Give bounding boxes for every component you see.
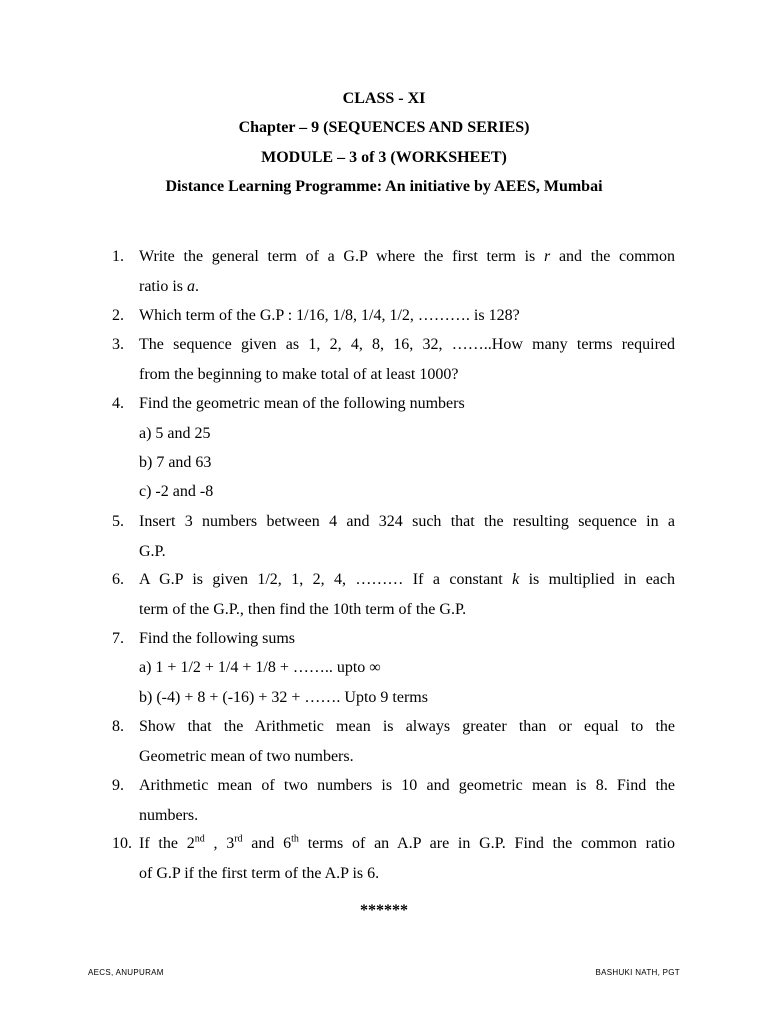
question-text: Find the following sums [139,630,296,647]
question-line: Geometric mean of two numbers. [139,747,354,765]
question-number: 5. [112,513,124,530]
question-4 [112,389,675,419]
class-heading: CLASS - XI [342,90,426,107]
sub-question-a: a) 1 + 1/2 + 1/4 + 1/8 + …….. upto ∞ [139,659,381,676]
module-heading: MODULE – 3 of 3 (WORKSHEET) [261,149,507,166]
question-line: Show that the Arithmetic mean is always greater than or equal to the [139,718,675,735]
question-line: Insert 3 numbers between 4 and 324 such that the resulting sequence in a [139,513,675,530]
footer-right: BASHUKI NATH, PGT [595,968,680,977]
question-7 [112,624,675,654]
question-number: 8. [112,718,124,735]
footer-left: AECS, ANUPURAM [88,968,164,977]
question-line: G.P. [139,542,166,560]
question-number: 2. [112,307,124,324]
question-line: ratio is a. [139,277,199,295]
question-text: Find the geometric mean of the following numbers [139,395,465,412]
question-3 [112,330,675,389]
question-number: 7. [112,630,124,647]
question-line: The sequence given as 1, 2, 4, 8, 16, 32, ……..How many terms required [139,336,675,353]
question-line: Write the general term of a G.P where the first term is r and the common [139,248,676,265]
question-line: A G.P is given 1/2, 1, 2, 4, ……… If a constant k is multiplied in each [139,571,676,588]
question-8 [112,712,675,771]
program-heading: Distance Learning Programme: An initiative by AEES, Mumbai [165,178,603,195]
question-9 [112,771,675,830]
question-number: 4. [112,395,124,412]
chapter-heading: Chapter – 9 (SEQUENCES AND SERIES) [238,119,530,136]
question-line: If the 2nd , 3rd and 6th terms of an A.P are in G.P. Find the common ratio [139,833,675,852]
question-1 [112,242,675,301]
question-5 [112,507,675,566]
question-6 [112,565,675,624]
question-number: 10. [112,835,132,852]
question-line: from the beginning to make total of at least 1000? [139,365,459,383]
question-10 [112,829,675,888]
question-line: of G.P if the first term of the A.P is 6. [139,864,380,882]
sub-question-b: b) 7 and 63 [139,454,212,471]
question-line: term of the G.P., then find the 10th term of the G.P. [139,600,467,618]
end-marker: ****** [360,902,408,919]
question-line: Arithmetic mean of two numbers is 10 and geometric mean is 8. Find the [139,777,675,794]
sub-question-a: a) 5 and 25 [139,425,211,442]
question-line: numbers. [139,806,199,824]
question-number: 3. [112,336,124,353]
question-2 [112,301,675,331]
question-text: Which term of the G.P : 1/16, 1/8, 1/4, 1/2, ………. is 128? [139,307,520,324]
sub-question-c: c) -2 and -8 [139,483,214,500]
question-number: 1. [112,248,124,265]
question-number: 9. [112,777,124,794]
sub-question-b: b) (-4) + 8 + (-16) + 32 + ……. Upto 9 terms [139,689,428,706]
question-number: 6. [112,571,124,588]
